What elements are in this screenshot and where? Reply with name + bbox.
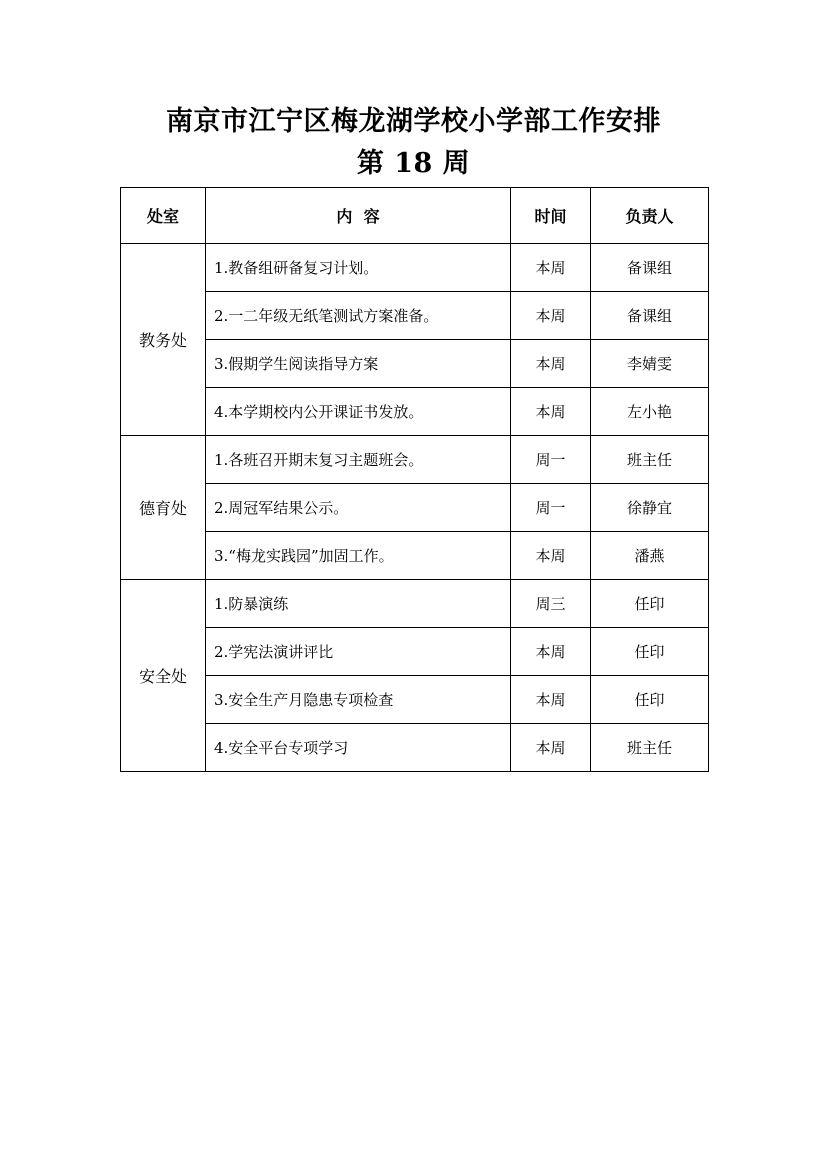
table-header-row bbox=[121, 188, 709, 244]
department-cell: 教务处 bbox=[121, 244, 206, 436]
owner-cell: 李婧雯 bbox=[591, 340, 709, 388]
week-label: 第 18 周 bbox=[356, 148, 471, 179]
table-row bbox=[121, 580, 709, 628]
content-cell: 1.各班召开期末复习主题班会。 bbox=[206, 436, 511, 484]
owner-cell: 班主任 bbox=[591, 724, 709, 772]
table-row bbox=[121, 388, 709, 436]
content-cell: 1.教备组研备复习计划。 bbox=[206, 244, 511, 292]
time-cell: 周一 bbox=[511, 484, 591, 532]
owner-cell: 备课组 bbox=[591, 244, 709, 292]
time-cell: 本周 bbox=[511, 676, 591, 724]
content-cell: 3.假期学生阅读指导方案 bbox=[206, 340, 511, 388]
content-cell: 4.安全平台专项学习 bbox=[206, 724, 511, 772]
owner-cell: 潘燕 bbox=[591, 532, 709, 580]
time-cell: 本周 bbox=[511, 292, 591, 340]
content-cell: 2.学宪法演讲评比 bbox=[206, 628, 511, 676]
table-row bbox=[121, 340, 709, 388]
content-cell: 3.“梅龙实践园”加固工作。 bbox=[206, 532, 511, 580]
time-cell: 本周 bbox=[511, 388, 591, 436]
header-content: 内 容 bbox=[206, 188, 511, 244]
table-row bbox=[121, 436, 709, 484]
owner-cell: 班主任 bbox=[591, 436, 709, 484]
time-cell: 本周 bbox=[511, 244, 591, 292]
table-row bbox=[121, 292, 709, 340]
table-row bbox=[121, 724, 709, 772]
header-owner: 负责人 bbox=[591, 188, 709, 244]
table-row bbox=[121, 484, 709, 532]
time-cell: 周三 bbox=[511, 580, 591, 628]
department-cell: 安全处 bbox=[121, 580, 206, 772]
time-cell: 周一 bbox=[511, 436, 591, 484]
owner-cell: 任印 bbox=[591, 676, 709, 724]
owner-cell: 任印 bbox=[591, 580, 709, 628]
content-cell: 1.防暴演练 bbox=[206, 580, 511, 628]
page-title: 南京市江宁区梅龙湖学校小学部工作安排 bbox=[166, 106, 661, 137]
header-department: 处室 bbox=[121, 188, 206, 244]
department-cell: 德育处 bbox=[121, 436, 206, 580]
owner-cell: 左小艳 bbox=[591, 388, 709, 436]
content-cell: 2.一二年级无纸笔测试方案准备。 bbox=[206, 292, 511, 340]
owner-cell: 备课组 bbox=[591, 292, 709, 340]
owner-cell: 任印 bbox=[591, 628, 709, 676]
table-row bbox=[121, 532, 709, 580]
content-cell: 3.安全生产月隐患专项检查 bbox=[206, 676, 511, 724]
time-cell: 本周 bbox=[511, 532, 591, 580]
table-row bbox=[121, 244, 709, 292]
schedule-table bbox=[120, 187, 709, 772]
content-cell: 4.本学期校内公开课证书发放。 bbox=[206, 388, 511, 436]
time-cell: 本周 bbox=[511, 724, 591, 772]
table-row bbox=[121, 676, 709, 724]
content-cell: 2.周冠军结果公示。 bbox=[206, 484, 511, 532]
time-cell: 本周 bbox=[511, 340, 591, 388]
owner-cell: 徐静宜 bbox=[591, 484, 709, 532]
table-row bbox=[121, 628, 709, 676]
time-cell: 本周 bbox=[511, 628, 591, 676]
header-time: 时间 bbox=[511, 188, 591, 244]
